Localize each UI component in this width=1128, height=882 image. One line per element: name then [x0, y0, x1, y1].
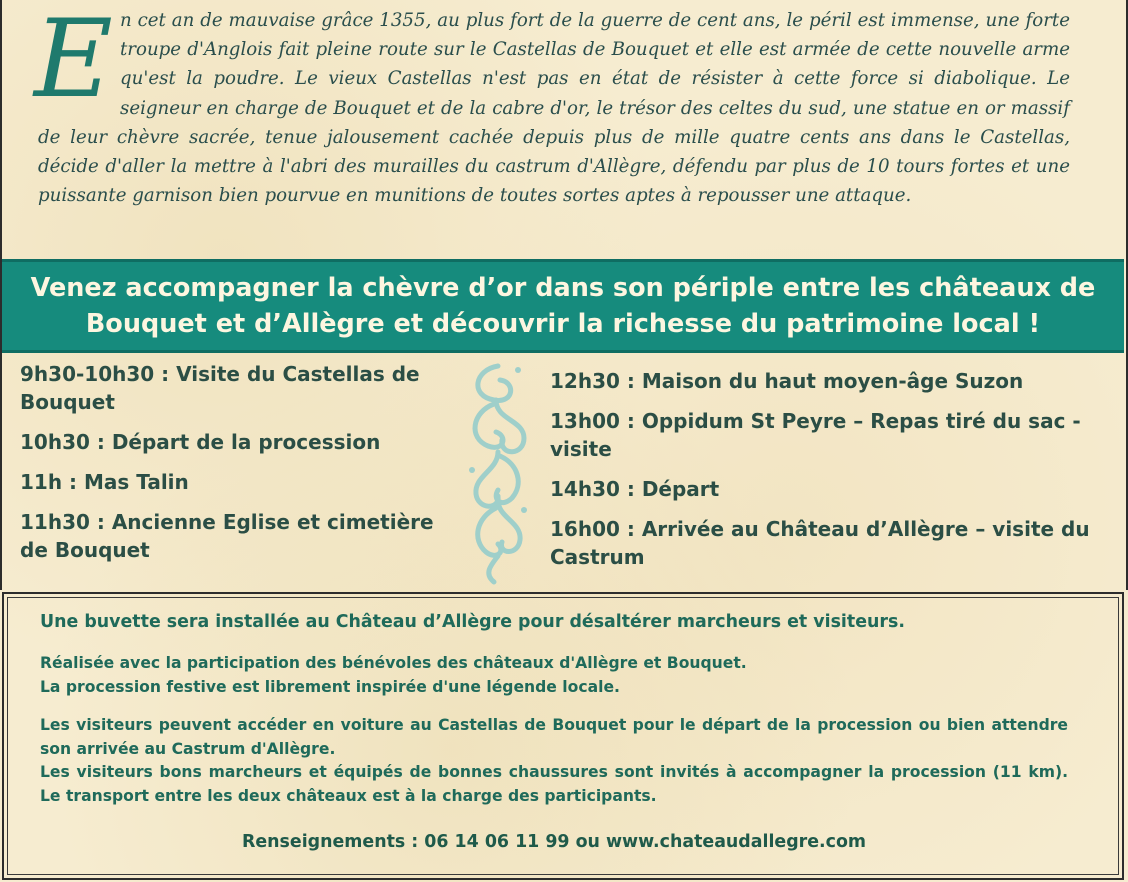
- scroll-ornament-icon: [454, 360, 540, 588]
- schedule-right-column: [550, 367, 1110, 583]
- credits-block: [40, 652, 1068, 699]
- banner-title: [18, 270, 1108, 342]
- schedule-left-column: [20, 360, 448, 576]
- banner-line-1: Venez accompagner la chèvre d’or dans son périple entre les châteaux de: [30, 273, 1096, 303]
- banner-line-2: Bouquet et d’Allègre et découvrir la richesse du patrimoine local !: [85, 309, 1041, 339]
- access-block: [40, 714, 1068, 808]
- story-section: [0, 0, 1128, 258]
- contact-info: Renseignements : 06 14 06 11 99 ou www.chateaudallegre.com: [241, 832, 867, 852]
- story-paragraph: n cet an de mauvaise grâce 1355, au plus fort de la guerre de cent ans, le péril est immense, une forte troupe d'Anglois fait pleine route sur le Castellas de Bouquet et elle est armée de cette nouvelle arme qu'est la poudre. Le vieux Castellas n'est pas en état de résister à cette force si diabolique. Le seigneur en charge de Bouquet et de la cabre d'or, le trésor des celtes du sud, une statue en or massif de leur chèvre sacrée, tenue jalousement cachée depuis plus de mille quatre cents ans dans le Castellas, décide d'aller la mettre à l'abri des murailles du castrum d'Allègre, défendu par plus de 10 tours fortes et une puissante garnison bien pourvue en munitions de toutes sortes aptes à repousser une attaque.: [38, 10, 1070, 207]
- dropcap-letter: E: [34, 0, 113, 122]
- access-paragraph-2: Les visiteurs bons marcheurs et équipés de bonnes chaussures sont invités à accompagner la procession (11 km). Le transport entre les deux châteaux est à la charge des participants.: [40, 763, 1068, 805]
- credits-line-1: Réalisée avec la participation des bénévoles des châteaux d'Allègre et Bouquet.: [40, 654, 747, 672]
- access-paragraph-1: Les visiteurs peuvent accéder en voiture au Castellas de Bouquet pour le départ de la procession ou bien attendre son arrivée au Castrum d'Allègre.: [40, 716, 1068, 758]
- schedule-item: 10h30 : Départ de la procession: [20, 430, 381, 454]
- schedule-item: 11h : Mas Talin: [20, 470, 189, 494]
- credits-line-2: La procession festive est librement inspirée d'une légende locale.: [40, 677, 620, 696]
- schedule-item: 12h30 : Maison du haut moyen-âge Suzon: [550, 369, 1024, 393]
- schedule-item: 9h30-10h30 : Visite du Castellas de Bouquet: [20, 362, 420, 414]
- schedule-item: 11h30 : Ancienne Eglise et cimetière de Bouquet: [20, 510, 434, 562]
- schedule-item: 16h00 : Arrivée au Château d’Allègre – visite du Castrum: [550, 517, 1090, 569]
- buvette-notice: Une buvette sera installée au Château d’Allègre pour désaltérer marcheurs et visiteurs.: [40, 612, 905, 632]
- schedule-item: 13h00 : Oppidum St Peyre – Repas tiré du sac - visite: [550, 409, 1081, 461]
- schedule-item: 14h30 : Départ: [550, 477, 720, 501]
- invitation-banner: [2, 259, 1124, 353]
